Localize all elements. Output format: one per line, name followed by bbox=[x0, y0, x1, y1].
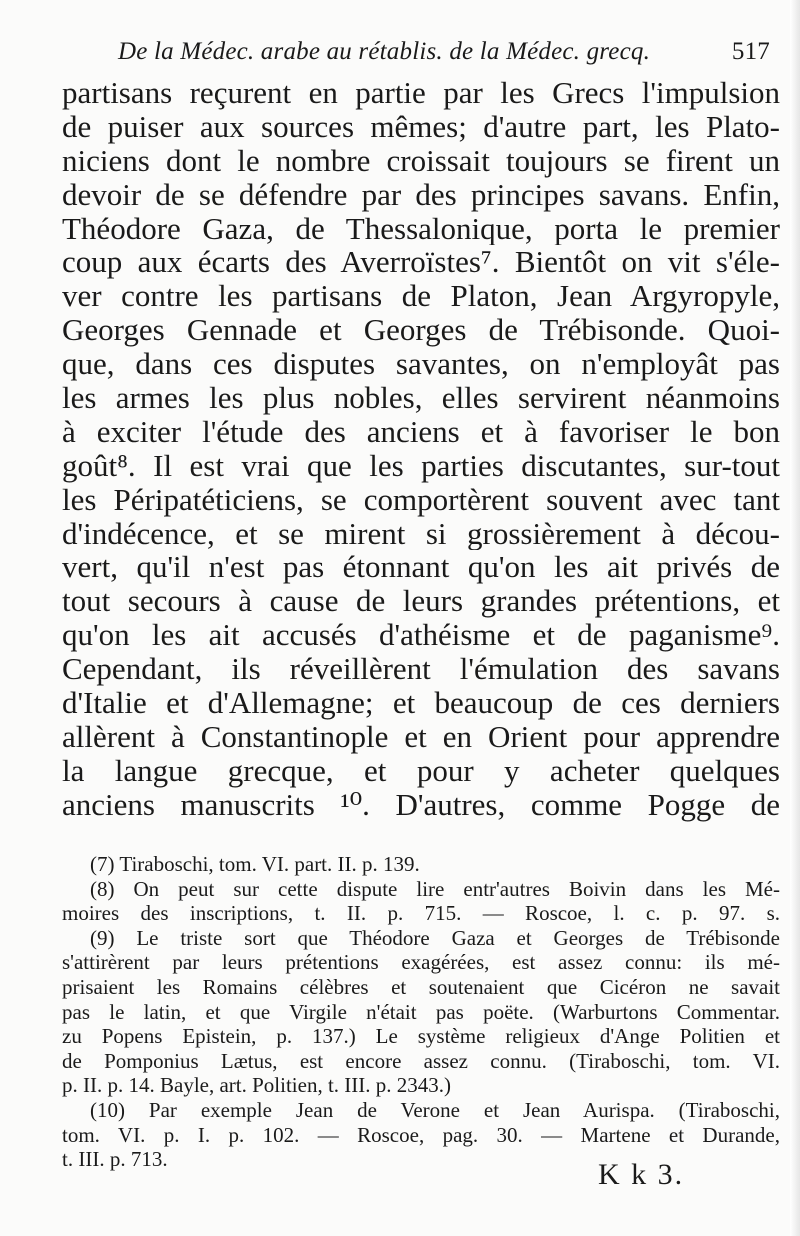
footnote-line: s'attirèrent par leurs prétentions exagérées, est assez connu: ils mé- bbox=[62, 950, 780, 975]
text-line: que, dans ces disputes savantes, on n'employât pas bbox=[62, 347, 780, 382]
footnote-line: t. III. p. 713. bbox=[62, 1147, 168, 1172]
page-number: 517 bbox=[731, 38, 770, 65]
text-line: d'Italie et d'Allemagne; et beaucoup de ces derniers bbox=[62, 686, 780, 720]
footnote-line: tom. VI. p. I. p. 102. — Roscoe, pag. 30. — Martene et Durande, bbox=[62, 1122, 780, 1147]
footnote-line: pas le latin, et que Virgile n'était pas poëte. (Warburtons Commentar. bbox=[62, 999, 780, 1024]
text-line: anciens manuscrits ¹⁰. D'autres, comme Pogge de bbox=[62, 787, 780, 822]
footnote-line: p. II. p. 14. Bayle, art. Politien, t. III. p. 2343.) bbox=[62, 1073, 452, 1098]
text-line: allèrent à Constantinople et en Orient pour apprendre bbox=[62, 719, 780, 754]
text-line: niciens dont le nombre croissait toujours se firent un bbox=[62, 143, 780, 178]
text-line: ver contre les partisans de Platon, Jean Argyropyle, bbox=[62, 279, 780, 314]
body-text bbox=[62, 76, 780, 822]
text-line: goût⁸. Il est vrai que les parties discutantes, sur-tout bbox=[62, 448, 780, 483]
text-line: coup aux écarts des Averroïstes⁷. Bientôt on vit s'éle- bbox=[62, 245, 780, 280]
text-line: les Péripatéticiens, se comportèrent souvent avec tant bbox=[62, 482, 780, 517]
footnote-line: prisaient les Romains célèbres et soutenaient que Cicéron ne savait bbox=[62, 974, 780, 999]
text-line: devoir de se défendre par des principes savans. Enfin, bbox=[62, 177, 780, 212]
footnote-line: (8) On peut sur cette dispute lire entr'autres Boivin dans les Mé- bbox=[90, 876, 780, 901]
footnote-line: (10) Par exemple Jean de Verone et Jean Aurispa. (Tiraboschi, bbox=[90, 1097, 780, 1122]
text-line: qu'on les ait accusés d'athéisme et de paganisme⁹. bbox=[62, 618, 780, 653]
text-line: les armes les plus nobles, elles servirent néanmoins bbox=[62, 381, 780, 415]
text-line: Georges Gennade et Georges de Trébisonde. Quoi- bbox=[62, 313, 780, 348]
text-line: de puiser aux sources mêmes; d'autre part, les Plato- bbox=[62, 109, 780, 144]
footnote-line: de Pomponius Lætus, est encore assez connu. (Tiraboschi, tom. VI. bbox=[62, 1048, 780, 1073]
footnotes bbox=[62, 852, 780, 1172]
signature-mark: K k 3. bbox=[598, 1158, 685, 1191]
text-line: d'indécence, et se mirent si grossièrement à décou- bbox=[62, 516, 780, 551]
footnote-line: (9) Le triste sort que Théodore Gaza et Georges de Trébisonde bbox=[90, 925, 780, 950]
text-line: à exciter l'étude des anciens et à favoriser le bon bbox=[62, 414, 780, 449]
page-edge-shadow bbox=[790, 0, 800, 1236]
text-line: partisans reçurent en partie par les Grecs l'impulsion bbox=[62, 76, 780, 110]
text-line: tout secours à cause de leurs grandes prétentions, et bbox=[62, 584, 780, 619]
text-line: vert, qu'il n'est pas étonnant qu'on les ait privés de bbox=[62, 550, 780, 585]
footnote-line: (7) Tiraboschi, tom. VI. part. II. p. 139. bbox=[90, 852, 420, 876]
text-line: Théodore Gaza, de Thessalonique, porta le premier bbox=[62, 211, 780, 246]
running-title: De la Médec. arabe au rétablis. de la Médec. grecq. bbox=[118, 38, 651, 65]
text-line: Cependant, ils réveillèrent l'émulation des savans bbox=[62, 652, 780, 687]
text-line: la langue grecque, et pour y acheter quelques bbox=[62, 753, 780, 788]
footnote-line: zu Popens Epistein, p. 137.) Le système religieux d'Ange Politien et bbox=[62, 1024, 780, 1049]
footnote-line: moires des inscriptions, t. II. p. 715. — Roscoe, l. c. p. 97. s. bbox=[62, 901, 780, 926]
running-header bbox=[118, 38, 778, 66]
